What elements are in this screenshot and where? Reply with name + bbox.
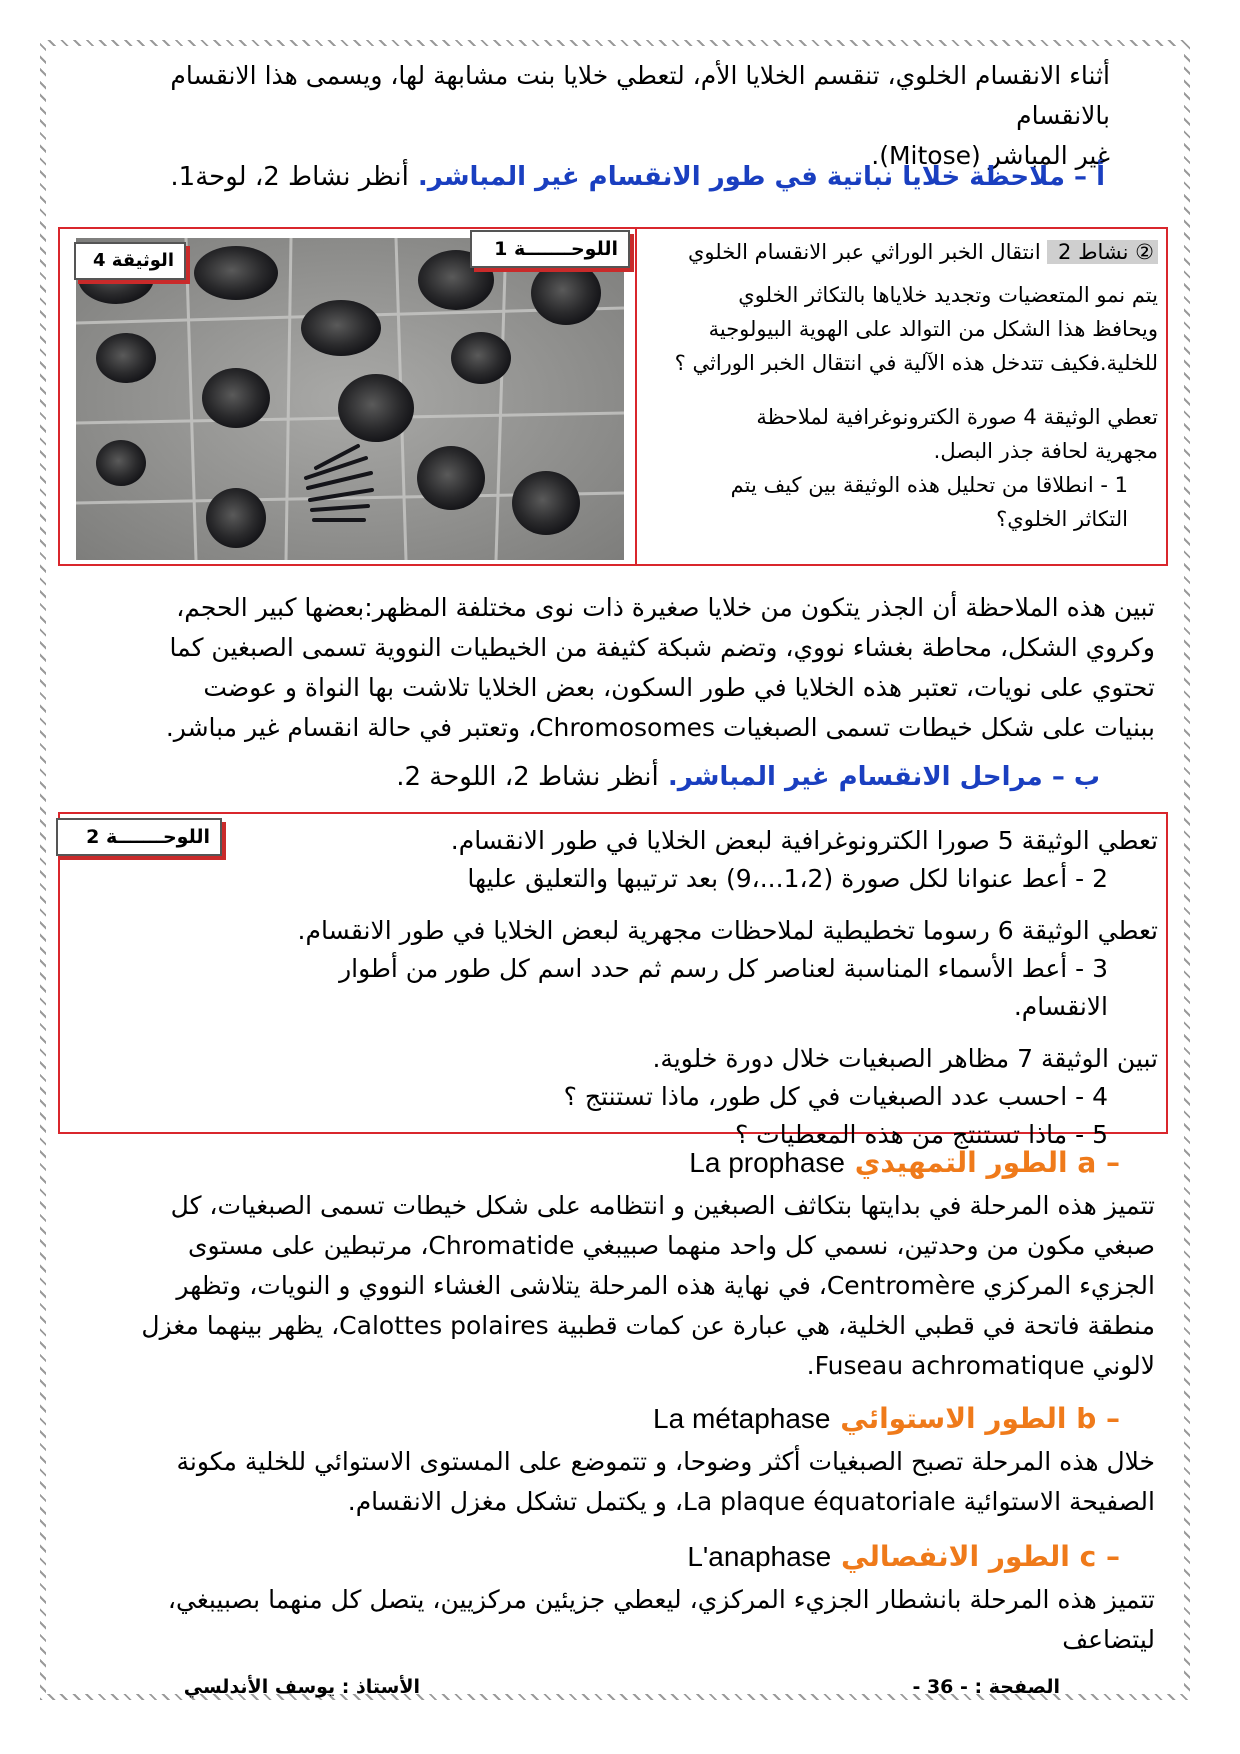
phase-a-line: تتميز هذه المرحلة في بدايتها بتكاثف الصبغين و انتظامه على شكل خيطات تسمى الصبغيات، كل xyxy=(170,1191,1155,1220)
phase-a-line: صبغي مكون من وحدتين، نسمي كل واحد منهما صبيبغي Chromatide، مرتبطين على مستوى xyxy=(187,1231,1155,1260)
phase-b-arabic-title: الطور الاستوائي xyxy=(840,1402,1067,1435)
activity-title xyxy=(648,240,1158,264)
observation-line: ببنيات على شكل خيطات تسمى الصبغيات Chromosomes، وتعتبر في حالة انقسام غير مباشر. xyxy=(165,713,1155,742)
phase-c-heading xyxy=(320,1540,1120,1573)
page-number: الصفحة : - 36 - xyxy=(912,1676,1060,1698)
phase-a-latin-title: La prophase xyxy=(689,1147,845,1178)
board-2-content xyxy=(258,822,1158,1154)
phase-b-letter: b – xyxy=(1076,1402,1120,1435)
observation-line: تبين هذه الملاحظة أن الجذر يتكون من خلايا صغيرة ذات نوى مختلفة المظهر:بعضها كبير الحجم، xyxy=(176,593,1155,622)
document-4-line: مجهرية لحافة جذر البصل. xyxy=(933,439,1158,463)
activity-intro-line: ويحافظ هذا الشكل من التوالد على الهوية البيولوجية xyxy=(708,317,1158,341)
question-1-line: 1 - انطلاقا من تحليل هذه الوثيقة بين كيف يتم xyxy=(730,473,1128,497)
activity-marker: ② xyxy=(1135,240,1154,264)
phase-b-line: خلال هذه المرحلة تصبح الصبغيات أكثر وضوحا، و تتموضع على المستوى الاستوائي للخلية مكونة xyxy=(176,1447,1155,1476)
observation-line: وكروي الشكل، محاطة بغشاء نووي، وتضم شبكة كثيفة من الخيطيات النووية تسمى الصبغين كما xyxy=(169,633,1155,662)
document-7-description: تبين الوثيقة 7 مظاهر الصبغيات خلال دورة خلوية. xyxy=(652,1044,1158,1073)
phase-c-paragraph xyxy=(105,1580,1155,1660)
board-1-tag: اللوحـــــــة 1 xyxy=(470,230,630,268)
question-1-line: التكاثر الخلوي؟ xyxy=(996,507,1128,531)
document-4-tag: الوثيقة 4 xyxy=(74,242,186,280)
phase-a-line: منطقة فاتحة في قطبي الخلية، هي عبارة عن كمات قطبية Calottes polaires، يظهر بينهما مغزل xyxy=(141,1311,1155,1340)
phase-c-line: تتميز هذه المرحلة بانشطار الجزيء المركزي، ليعطي جزيئين مركزيين، يتصل كل منهما بصبيبغي، xyxy=(167,1585,1155,1614)
phase-a-line: الجزيء المركزي Centromère، في نهاية هذه المرحلة يتلاشى الغشاء النووي و النويات، وتظهر xyxy=(176,1271,1155,1300)
phase-c-letter: c – xyxy=(1079,1540,1120,1573)
board-2-tag: اللوحـــــــة 2 xyxy=(56,818,222,856)
intro-line: غير المباشر (Mitose). xyxy=(871,141,1110,170)
phase-b-paragraph xyxy=(105,1442,1155,1522)
phase-c-line: ليتضاعف xyxy=(1062,1625,1155,1654)
document-4-description xyxy=(648,400,1158,468)
activity-number: نشاط 2 xyxy=(1058,240,1129,264)
question-5: 5 - ماذا تستنتج من هذه المعطيات ؟ xyxy=(734,1120,1108,1149)
intro-line: أثناء الانقسام الخلوي، تنقسم الخلايا الأم، لتعطي خلايا بنت مشابهة لها، ويسمى هذا الانقسام بالانقسام xyxy=(170,61,1110,130)
section-b-title: ب – مراحل الانقسام غير المباشر. xyxy=(667,762,1100,792)
section-b-heading xyxy=(100,762,1100,792)
question-1 xyxy=(648,468,1158,536)
phase-a-line: لالوني Fuseau achromatique. xyxy=(806,1351,1155,1380)
question-3: 3 - أعط الأسماء المناسبة لعناصر كل رسم ثم حدد اسم كل طور من أطوار الانقسام. xyxy=(339,954,1108,1021)
activity-label xyxy=(1047,240,1158,264)
phase-a-arabic-title: الطور التمهيدي xyxy=(854,1146,1068,1179)
section-a-title: أ – ملاحظة خلايا نباتية في طور الانقسام غير المباشر. xyxy=(417,162,1105,192)
activity-intro-line: يتم نمو المتعضيات وتجديد خلاياها بالتكاثر الخلوي xyxy=(738,283,1158,307)
activity-heading: انتقال الخبر الوراثي عبر الانقسام الخلوي xyxy=(687,240,1041,264)
activity-intro-line: للخلية.فكيف تتدخل هذه الآلية في انتقال الخبر الوراثي ؟ xyxy=(674,351,1158,375)
activity-intro xyxy=(648,278,1158,380)
question-2: 2 - أعط عنوانا لكل صورة (1،2...،9) بعد ترتيبها والتعليق عليها xyxy=(467,864,1108,893)
phase-a-paragraph xyxy=(105,1186,1155,1386)
phase-a-letter: a – xyxy=(1077,1146,1120,1179)
document-6-description: تعطي الوثيقة 6 رسوما تخطيطية لملاحظات مجهرية لبعض الخلايا في طور الانقسام. xyxy=(297,916,1158,945)
document-4-line: تعطي الوثيقة 4 صورة الكترونوغرافية لملاحظة xyxy=(756,405,1158,429)
phase-c-arabic-title: الطور الانفصالي xyxy=(841,1540,1070,1573)
phase-c-latin-title: L'anaphase xyxy=(687,1541,832,1572)
document-5-description: تعطي الوثيقة 5 صورا الكترونوغرافية لبعض الخلايا في طور الانقسام. xyxy=(450,826,1158,855)
section-a-heading xyxy=(105,162,1105,192)
onion-root-micrograph xyxy=(76,238,624,560)
phase-a-heading xyxy=(320,1146,1120,1179)
activity-2-content xyxy=(648,240,1158,536)
question-4: 4 - احسب عدد الصبغيات في كل طور، ماذا تستنتج ؟ xyxy=(563,1082,1108,1111)
observation-paragraph xyxy=(105,588,1155,748)
observation-line: تحتوي على نويات، تعتبر هذه الخلايا في طور السكون، بعض الخلايا تلاشت بها النواة و عوضت xyxy=(203,673,1155,702)
section-a-reference: أنظر نشاط 2، لوحة1. xyxy=(170,162,409,192)
section-b-reference: أنظر نشاط 2، اللوحة 2. xyxy=(396,762,659,792)
teacher-name: الأستاذ : يوسف الأندلسي xyxy=(183,1676,420,1698)
phase-b-line: الصفيحة الاستوائية La plaque équatoriale، و يكتمل تشكل مغزل الانقسام. xyxy=(347,1487,1155,1516)
phase-b-heading xyxy=(320,1402,1120,1435)
phase-b-latin-title: La métaphase xyxy=(653,1403,831,1434)
intro-paragraph xyxy=(110,56,1110,176)
